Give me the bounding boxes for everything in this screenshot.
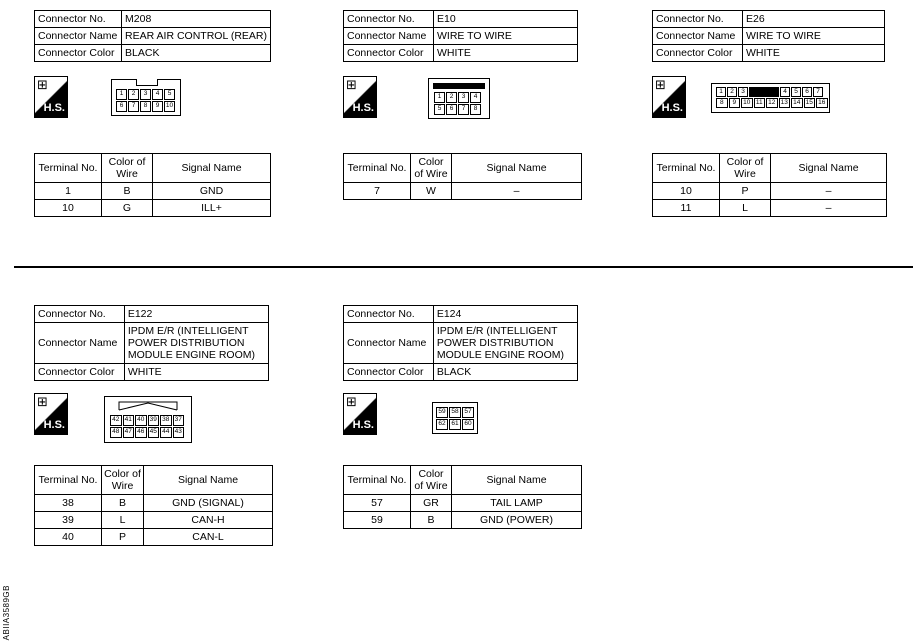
wire-color-cell: B <box>411 512 452 529</box>
terminal-table <box>343 465 582 529</box>
connector-info-table <box>34 10 271 62</box>
pin: 5 <box>434 104 445 115</box>
pin: 48 <box>110 427 122 438</box>
connector-name-value: WIRE TO WIRE <box>743 28 885 45</box>
pin-grid <box>434 92 481 115</box>
connector-symbol-icon: ⊞ <box>346 77 357 92</box>
pin: 5 <box>791 87 801 97</box>
signal-name-cell: CAN-H <box>144 512 273 529</box>
connector-name-value: REAR AIR CONTROL (REAR) <box>122 28 271 45</box>
hs-label: H.S. <box>352 102 374 114</box>
connector-color-label: Connector Color <box>344 364 434 381</box>
pin: 40 <box>135 415 147 426</box>
terminal-table <box>34 153 271 217</box>
pin-grid <box>436 407 474 430</box>
wire-color-cell: G <box>102 200 153 217</box>
pin-grid <box>110 415 184 438</box>
table-row <box>35 200 271 217</box>
connector-name-label: Connector Name <box>35 323 125 364</box>
terminal-no-cell: 39 <box>35 512 102 529</box>
terminal-no-cell: 10 <box>653 183 720 200</box>
harness-side-icon <box>34 393 68 435</box>
signal-name-header: Signal Name <box>771 154 887 183</box>
table-row <box>653 183 887 200</box>
pin: 46 <box>135 427 147 438</box>
pin: 1 <box>116 89 127 100</box>
pin: 8 <box>140 101 151 112</box>
wire-color-header: Color of Wire <box>411 154 452 183</box>
harness-side-icon <box>343 393 377 435</box>
pin: 13 <box>779 98 791 108</box>
connector-color-value: BLACK <box>122 45 271 62</box>
signal-name-cell: GND (SIGNAL) <box>144 495 273 512</box>
pin: 2 <box>727 87 737 97</box>
pin: 45 <box>148 427 160 438</box>
connector-name-label: Connector Name <box>653 28 743 45</box>
connector-name-value: IPDM E/R (INTELLIGENT POWER DISTRIBUTION MODULE ENGINE ROOM) <box>124 323 268 364</box>
terminal-no-header: Terminal No. <box>653 154 720 183</box>
pin: 4 <box>470 92 481 103</box>
figure-code: ABIIA3589GB <box>2 585 11 641</box>
pin: 1 <box>716 87 726 97</box>
connector-face-e10 <box>428 78 490 119</box>
terminal-no-cell: 10 <box>35 200 102 217</box>
connector-block-e124 <box>343 305 578 381</box>
connector-color-label: Connector Color <box>35 45 122 62</box>
terminal-no-cell: 57 <box>344 495 411 512</box>
pin: 6 <box>446 104 457 115</box>
pin: 10 <box>741 98 753 108</box>
wire-color-cell: GR <box>411 495 452 512</box>
wire-color-header: Color of Wire <box>720 154 771 183</box>
signal-name-cell: – <box>771 200 887 217</box>
connector-no-label: Connector No. <box>344 306 434 323</box>
signal-name-header: Signal Name <box>153 154 271 183</box>
terminal-table <box>34 465 273 546</box>
signal-name-header: Signal Name <box>144 466 273 495</box>
pin: 44 <box>160 427 172 438</box>
terminal-no-cell: 11 <box>653 200 720 217</box>
harness-side-icon <box>652 76 686 118</box>
signal-name-cell: GND (POWER) <box>452 512 582 529</box>
connector-name-value: IPDM E/R (INTELLIGENT POWER DISTRIBUTION MODULE ENGINE ROOM) <box>433 323 577 364</box>
pin: 7 <box>128 101 139 112</box>
pin: 14 <box>791 98 803 108</box>
wire-color-cell: L <box>102 512 144 529</box>
pin: 2 <box>128 89 139 100</box>
terminal-no-cell: 59 <box>344 512 411 529</box>
table-row <box>35 495 273 512</box>
signal-name-cell: – <box>452 183 582 200</box>
hs-label: H.S. <box>352 419 374 431</box>
signal-name-cell: – <box>771 183 887 200</box>
wire-color-header: Color of Wire <box>102 154 153 183</box>
pin: 58 <box>449 407 461 418</box>
pin: 1 <box>434 92 445 103</box>
connector-name-label: Connector Name <box>35 28 122 45</box>
terminal-no-header: Terminal No. <box>344 466 411 495</box>
connector-color-label: Connector Color <box>344 45 434 62</box>
connector-face-m208 <box>111 79 181 116</box>
signal-name-cell: ILL+ <box>153 200 271 217</box>
pin: 16 <box>816 98 828 108</box>
pin: 60 <box>462 419 474 430</box>
signal-name-cell: TAIL LAMP <box>452 495 582 512</box>
connector-no-label: Connector No. <box>35 306 125 323</box>
terminal-no-header: Terminal No. <box>344 154 411 183</box>
section-divider <box>14 266 913 268</box>
pin: 3 <box>140 89 151 100</box>
table-row <box>35 512 273 529</box>
signal-name-header: Signal Name <box>452 466 582 495</box>
pin: 6 <box>116 101 127 112</box>
table-row <box>344 512 582 529</box>
terminal-no-header: Terminal No. <box>35 466 102 495</box>
pin: 6 <box>802 87 812 97</box>
pin: 43 <box>173 427 185 438</box>
pin: 4 <box>780 87 790 97</box>
pin: 39 <box>148 415 160 426</box>
pin: 62 <box>436 419 448 430</box>
connector-symbol-icon: ⊞ <box>37 77 48 92</box>
pin: 5 <box>164 89 175 100</box>
wire-color-cell: P <box>720 183 771 200</box>
connector-color-value: WHITE <box>743 45 885 62</box>
table-row <box>35 529 273 546</box>
connector-symbol-icon: ⊞ <box>655 77 666 92</box>
pin-grid-bottom <box>716 98 828 108</box>
pin: 7 <box>813 87 823 97</box>
terminal-table <box>343 153 582 200</box>
connector-face-e124 <box>432 402 478 434</box>
signal-name-cell: GND <box>153 183 271 200</box>
connector-block-e10 <box>343 10 578 62</box>
pin-grid-top <box>716 87 823 97</box>
wire-color-cell: W <box>411 183 452 200</box>
pin: 61 <box>449 419 461 430</box>
table-row <box>344 495 582 512</box>
connector-face-e26 <box>711 83 830 113</box>
pin: 7 <box>458 104 469 115</box>
wire-color-cell: B <box>102 183 153 200</box>
wire-color-cell: L <box>720 200 771 217</box>
connector-no-value: E124 <box>433 306 577 323</box>
table-row <box>653 200 887 217</box>
wire-color-cell: B <box>102 495 144 512</box>
signal-name-header: Signal Name <box>452 154 582 183</box>
wire-color-header: Color of Wire <box>411 466 452 495</box>
connector-no-label: Connector No. <box>653 11 743 28</box>
connector-name-label: Connector Name <box>344 28 434 45</box>
terminal-no-cell: 38 <box>35 495 102 512</box>
terminal-no-header: Terminal No. <box>35 154 102 183</box>
connector-info-table <box>343 305 578 381</box>
pin: 15 <box>804 98 816 108</box>
connector-color-value: WHITE <box>124 364 268 381</box>
terminal-no-cell: 7 <box>344 183 411 200</box>
table-row <box>344 183 582 200</box>
pin: 9 <box>729 98 741 108</box>
hs-label: H.S. <box>43 102 65 114</box>
pin: 41 <box>123 415 135 426</box>
key-slot <box>749 87 779 97</box>
pin-grid <box>116 89 175 112</box>
pin: 47 <box>123 427 135 438</box>
connector-color-label: Connector Color <box>653 45 743 62</box>
connector-block-m208 <box>34 10 271 62</box>
pin: 9 <box>152 101 163 112</box>
harness-side-icon <box>34 76 68 118</box>
connector-no-value: E122 <box>124 306 268 323</box>
terminal-no-cell: 1 <box>35 183 102 200</box>
connector-color-value: WHITE <box>434 45 578 62</box>
wire-color-cell: P <box>102 529 144 546</box>
wire-color-header: Color of Wire <box>102 466 144 495</box>
connector-symbol-icon: ⊞ <box>346 394 357 409</box>
terminal-no-cell: 40 <box>35 529 102 546</box>
pin: 38 <box>160 415 172 426</box>
connector-face-e122 <box>104 396 192 443</box>
pin: 3 <box>738 87 748 97</box>
connector-no-value: E10 <box>434 11 578 28</box>
pin: 10 <box>164 101 175 112</box>
pin: 2 <box>446 92 457 103</box>
pin: 3 <box>458 92 469 103</box>
connector-hood-outline <box>105 397 191 411</box>
connector-info-table <box>652 10 885 62</box>
connector-name-value: WIRE TO WIRE <box>434 28 578 45</box>
connector-no-label: Connector No. <box>35 11 122 28</box>
connector-symbol-icon: ⊞ <box>37 394 48 409</box>
hs-label: H.S. <box>661 102 683 114</box>
connector-no-value: M208 <box>122 11 271 28</box>
pin: 12 <box>766 98 778 108</box>
pin: 4 <box>152 89 163 100</box>
hs-label: H.S. <box>43 419 65 431</box>
pin: 8 <box>716 98 728 108</box>
connector-color-value: BLACK <box>433 364 577 381</box>
signal-name-cell: CAN-L <box>144 529 273 546</box>
pin: 42 <box>110 415 122 426</box>
connector-no-label: Connector No. <box>344 11 434 28</box>
pin: 8 <box>470 104 481 115</box>
connector-block-e122 <box>34 305 269 381</box>
pin: 37 <box>173 415 185 426</box>
connector-color-label: Connector Color <box>35 364 125 381</box>
terminal-table <box>652 153 887 217</box>
connector-block-e26 <box>652 10 885 62</box>
connector-info-table <box>343 10 578 62</box>
harness-side-icon <box>343 76 377 118</box>
pin: 11 <box>754 98 766 108</box>
pin: 59 <box>436 407 448 418</box>
connector-info-table <box>34 305 269 381</box>
connector-name-label: Connector Name <box>344 323 434 364</box>
pin: 57 <box>462 407 474 418</box>
connector-no-value: E26 <box>743 11 885 28</box>
table-row <box>35 183 271 200</box>
